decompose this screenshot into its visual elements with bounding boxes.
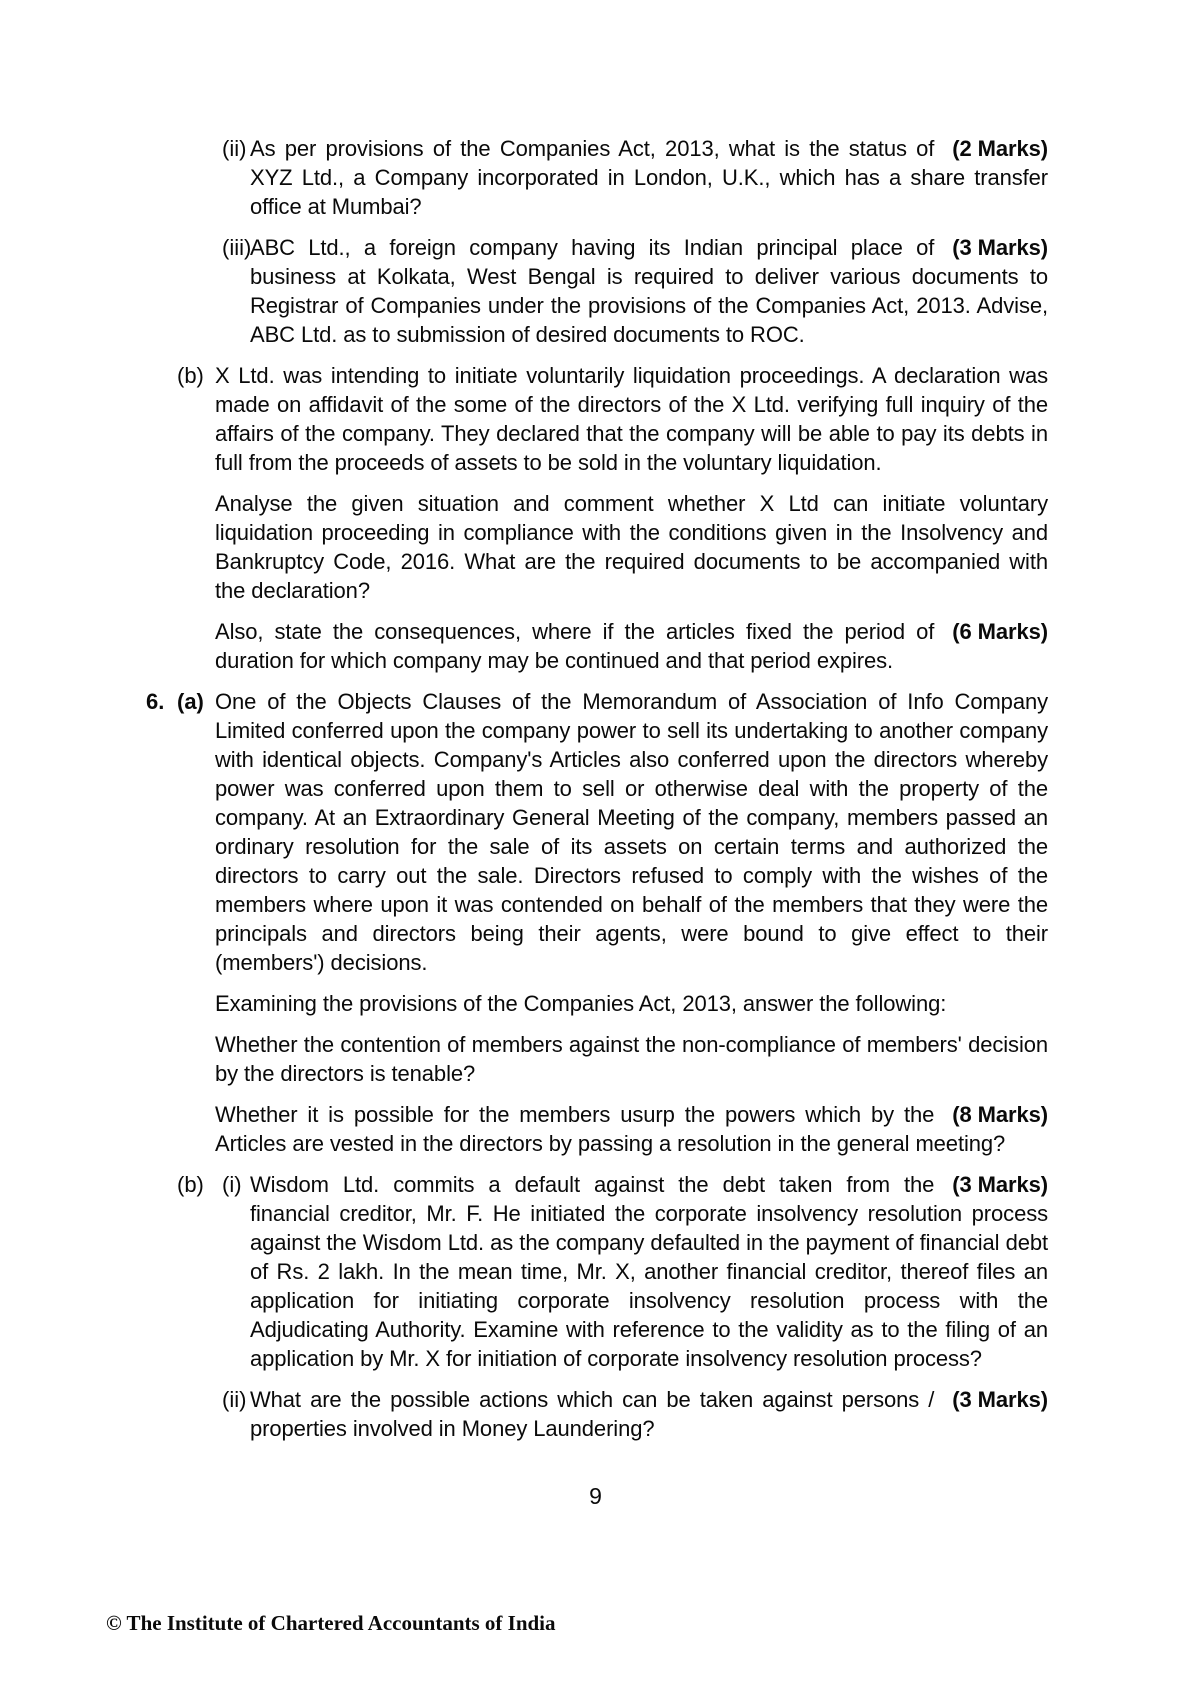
- question-6b-ii: [146, 1385, 1048, 1443]
- question-6a-para3: [146, 1030, 1048, 1088]
- paragraph-text: [250, 134, 1048, 221]
- item-marker: (b): [177, 1172, 204, 1197]
- question-item-ii: [146, 134, 1048, 221]
- paragraph-text: [215, 989, 1048, 1018]
- paragraph-text: [215, 687, 1048, 977]
- marks-label: (6 Marks): [952, 619, 1048, 644]
- paragraph-text: [215, 489, 1048, 605]
- paragraph-body: One of the Objects Clauses of the Memorandum of Association of Info Company Limited conferred upon the company power to sell its undertaking to another company with identical objects. Company's Articles also conferred upon the directors whereby power was conferred upon them to sell or otherwise deal with the property of the company. At an Extraordinary General Meeting of the company, members passed an ordinary resolution for the sale of its assets on certain terms and authorized the directors to carry out the sale. Directors refused to comply with the wishes of the members where upon it was contended on behalf of the members that they were the principals and directors being their agents, were bound to give effect to their (members') decisions.: [215, 689, 1048, 975]
- question-6a-para4: [146, 1100, 1048, 1158]
- item-marker: (ii): [222, 1387, 247, 1412]
- marks-label: (2 Marks): [952, 136, 1048, 161]
- question-item-b: [146, 361, 1048, 477]
- marks-label: (3 Marks): [952, 235, 1048, 260]
- paragraph-body: X Ltd. was intending to initiate voluntarily liquidation proceedings. A declaration was made on affidavit of the some of the directors of the X Ltd. verifying full inquiry of the affairs of the company. They declared that the company will be able to pay its debts in full from the proceeds of assets to be sold in the voluntary liquidation.: [215, 363, 1048, 475]
- item-marker: (b): [177, 363, 204, 388]
- question-item-b-para2: [146, 489, 1048, 605]
- paragraph-body: ABC Ltd., a foreign company having its Indian principal place of business at Kolkata, West Bengal is required to deliver various documents to Registrar of Companies under the provisions of the Companies Act, 2013. Advise, ABC Ltd. as to submission of desired documents to ROC.: [250, 235, 1048, 347]
- question-number: 6.: [146, 689, 165, 714]
- paragraph-body: Wisdom Ltd. commits a default against the debt taken from the financial creditor, Mr. F. He initiated the corporate insolvency resolution process against the Wisdom Ltd. as the company defaulted in the payment of financial debt of Rs. 2 lakh. In the mean time, Mr. X, another financial creditor, thereof files an application for initiating corporate insolvency resolution process with the Adjudicating Authority. Examine with reference to the validity as to the filing of an application by Mr. X for initiation of corporate insolvency resolution process?: [250, 1172, 1048, 1371]
- question-6a: [146, 687, 1048, 977]
- paragraph-text: [250, 1385, 1048, 1443]
- paragraph-body: Whether it is possible for the members usurp the powers which by the Articles are vested in the directors by passing a resolution in the general meeting?: [215, 1102, 1006, 1156]
- marks-label: (3 Marks): [952, 1387, 1048, 1412]
- item-marker: (a): [177, 689, 204, 714]
- paragraph-text: [215, 361, 1048, 477]
- question-item-b-para3: [146, 617, 1048, 675]
- paragraph-text: [250, 233, 1048, 349]
- paragraph-text: [215, 617, 1048, 675]
- marks-label: (8 Marks): [952, 1102, 1048, 1127]
- paragraph-body: Examining the provisions of the Companies Act, 2013, answer the following:: [215, 991, 947, 1016]
- paragraph-text: [215, 1030, 1048, 1088]
- paragraph-body: Analyse the given situation and comment whether X Ltd can initiate voluntary liquidation proceeding in compliance with the conditions given in the Insolvency and Bankruptcy Code, 2016. What are the required documents to be accompanied with the declaration?: [215, 491, 1048, 603]
- paragraph-body: What are the possible actions which can be taken against persons / properties involved in Money Laundering?: [250, 1387, 935, 1441]
- marks-label: (3 Marks): [952, 1172, 1048, 1197]
- question-6a-para2: [146, 989, 1048, 1018]
- paragraph-body: As per provisions of the Companies Act, 2013, what is the status of XYZ Ltd., a Company incorporated in London, U.K., which has a share transfer office at Mumbai?: [250, 136, 1048, 219]
- item-marker: (ii): [222, 136, 247, 161]
- question-content: [146, 134, 1048, 1443]
- item-marker: (iii): [222, 235, 252, 260]
- paragraph-body: Also, state the consequences, where if the articles fixed the period of duration for which company may be continued and that period expires.: [215, 619, 935, 673]
- copyright-footer: © The Institute of Chartered Accountants of India: [106, 1611, 556, 1635]
- page-number: 9: [589, 1483, 602, 1509]
- question-6b-i: [146, 1170, 1048, 1373]
- question-item-iii: [146, 233, 1048, 349]
- paragraph-text: [215, 1100, 1048, 1158]
- paragraph-body: Whether the contention of members against the non-compliance of members' decision by the directors is tenable?: [215, 1032, 1048, 1086]
- sub-item-marker: (i): [222, 1172, 242, 1197]
- paragraph-text: [250, 1170, 1048, 1373]
